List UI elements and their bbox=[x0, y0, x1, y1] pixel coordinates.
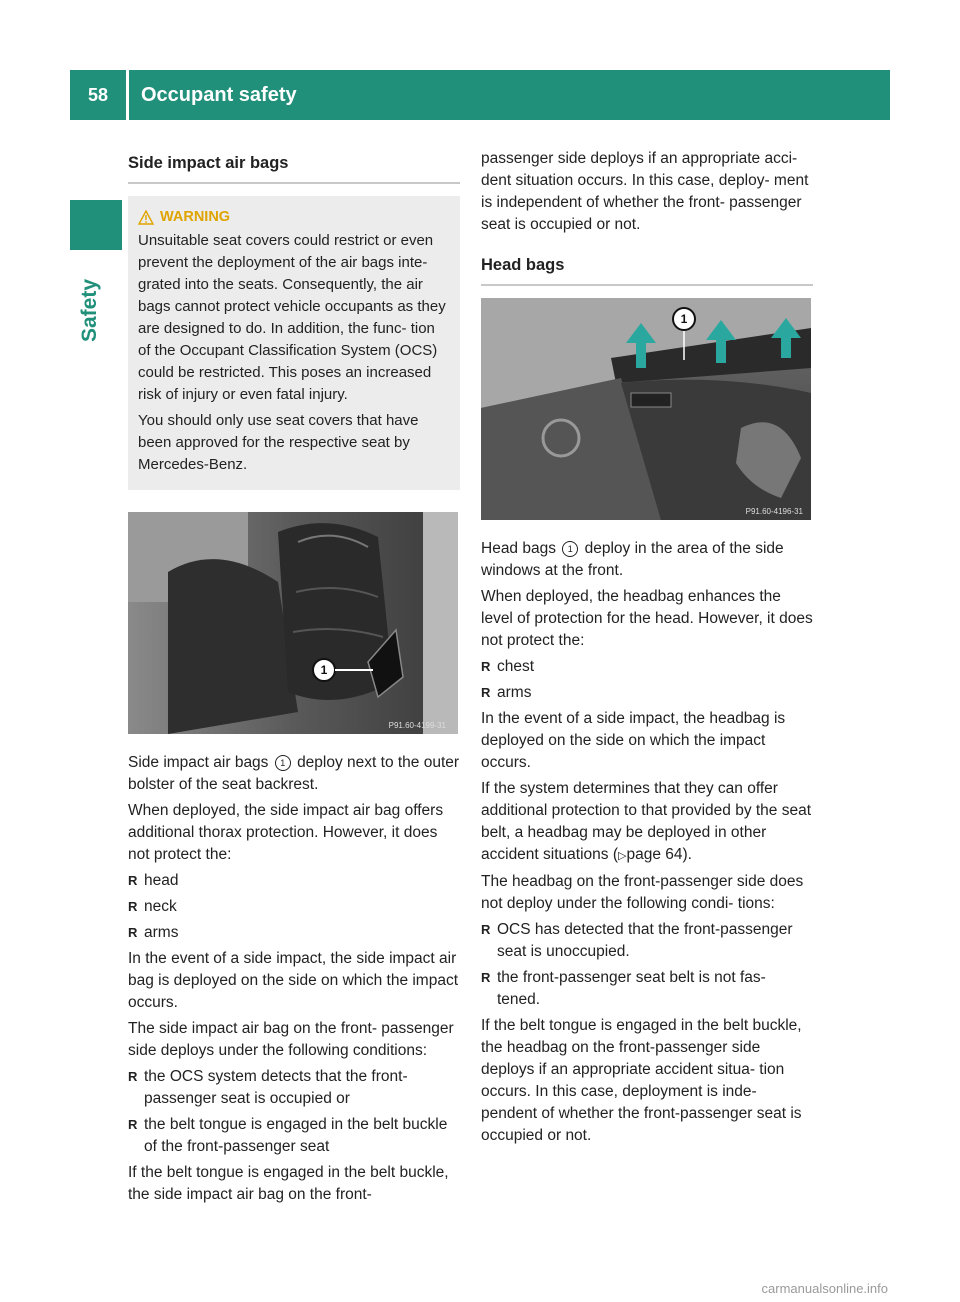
list-item: R OCS has detected that the front-passenger seat is unoccupied. bbox=[481, 919, 813, 963]
seat-image bbox=[128, 512, 458, 734]
head-event-text: In the event of a side impact, the headbag is deployed on the side on which the impact occurs. bbox=[481, 710, 786, 771]
door-image bbox=[481, 298, 811, 520]
head-intro: Head bags 1 deploy in the area of the side windows at the front. bbox=[481, 540, 784, 579]
head-belt-text: If the belt tongue is engaged in the belt buckle, the headbag on the front-passenger side deploys if an appropriate accident situa- tion occurs. In this case, deployment is inde- pendent of whether the front-passenger seat is occupied or not. bbox=[481, 1017, 802, 1144]
side-belt-text: If the belt tongue is engaged in the belt buckle, the side impact air bag on the front- bbox=[128, 1164, 449, 1203]
page-number: 58 bbox=[87, 85, 109, 105]
side-event-text: In the event of a side impact, the side impact air bag is deployed on the side on which the impact occurs. bbox=[128, 950, 459, 1011]
list-item: R arms bbox=[128, 922, 460, 944]
side-impact-heading: Side impact air bags bbox=[128, 148, 460, 184]
head-list-2 bbox=[481, 919, 813, 1011]
warning-title bbox=[138, 206, 450, 228]
list-item: R head bbox=[128, 870, 460, 892]
list-item: R chest bbox=[481, 656, 813, 678]
side-intro: Side impact air bags 1 deploy next to the outer bolster of the seat backrest. bbox=[128, 754, 460, 793]
warning-triangle-icon bbox=[138, 210, 154, 225]
head-list-1 bbox=[481, 656, 813, 704]
warning-label: WARNING bbox=[160, 209, 231, 225]
right-column bbox=[481, 148, 813, 1151]
list-item: R the belt tongue is engaged in the belt buckle of the front-passenger seat bbox=[128, 1114, 460, 1158]
callout-icon: 1 bbox=[275, 755, 291, 771]
callout-number: 1 bbox=[320, 663, 328, 677]
warning-box bbox=[128, 196, 460, 490]
page-ref-link[interactable]: page 64). bbox=[626, 846, 692, 863]
warning-text-1: Unsuitable seat covers could restrict or even prevent the deployment of the air bags inte- grated into the seats. Consequently, the air bags cannot protect vehicle occupants as they are designed to do. In addition, the func- tion of the Occupant Classification System (OCS) could be restricted. This poses an increased risk of injury or even fatal injury. bbox=[138, 232, 446, 403]
header-divider bbox=[126, 70, 129, 120]
image-code: P91.60-4196-31 bbox=[745, 507, 803, 516]
image-code: P91.60-4199-31 bbox=[388, 721, 446, 730]
side-list-1 bbox=[128, 870, 460, 944]
head-system-text: If the system determines that they can offer additional protection to that provided by the seat belt, a headbag may be deployed in other accident situations (▷page 64). bbox=[481, 778, 813, 867]
callout-number: 1 bbox=[680, 312, 688, 326]
head-front-text: The headbag on the front-passenger side does not deploy under the following condi- tions: bbox=[481, 873, 804, 912]
list-item: R neck bbox=[128, 896, 460, 918]
left-column bbox=[128, 148, 460, 1210]
continued-text: passenger side deploys if an appropriate acci- dent situation occurs. In this case, deploy- ment is independent of whether the front- passenger seat is occupied or not. bbox=[481, 150, 809, 233]
side-airbag-photo bbox=[128, 512, 458, 734]
watermark: carmanualsonline.info bbox=[761, 1281, 888, 1296]
side-list-2 bbox=[128, 1066, 460, 1158]
page-title: Occupant safety bbox=[141, 84, 297, 106]
side-front-text: The side impact air bag on the front- passenger side deploys under the following conditions: bbox=[128, 1020, 454, 1059]
callout-icon: 1 bbox=[562, 541, 578, 557]
side-deployed-text: When deployed, the side impact air bag offers additional thorax protection. However, it does not protect the: bbox=[128, 802, 444, 863]
list-item: R arms bbox=[481, 682, 813, 704]
list-item: R the OCS system detects that the front- passenger seat is occupied or bbox=[128, 1066, 460, 1110]
head-bags-heading: Head bags bbox=[481, 250, 813, 286]
warning-text-2: You should only use seat covers that have been approved for the respective seat by Mercedes-Benz. bbox=[138, 412, 419, 473]
list-item: R the front-passenger seat belt is not fas- tened. bbox=[481, 967, 813, 1011]
head-bag-photo bbox=[481, 298, 811, 520]
section-tab-label: Safety bbox=[78, 278, 101, 342]
section-marker bbox=[70, 200, 122, 250]
page-ref-arrow-icon: ▷ bbox=[618, 850, 627, 862]
head-deployed-text: When deployed, the headbag enhances the level of protection for the head. However, it does not protect the: bbox=[481, 588, 813, 649]
